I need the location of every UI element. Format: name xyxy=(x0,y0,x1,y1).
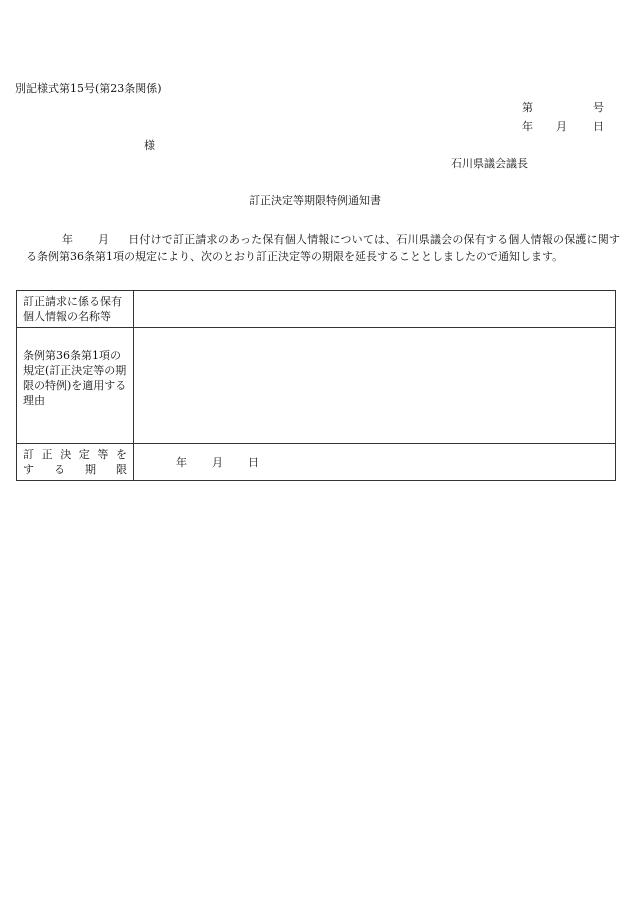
document-number-prefix: 第 xyxy=(522,101,533,114)
deadline-label xyxy=(17,444,134,481)
personal-info-name-value xyxy=(134,291,616,328)
personal-info-name-label: 訂正請求に係る保有個人情報の名称等 xyxy=(17,291,134,328)
notice-body xyxy=(26,231,620,265)
deadline-day: 日 xyxy=(248,456,259,469)
issue-date-month: 月 xyxy=(556,120,567,133)
deadline-label-line-1: 訂 正 決 定 等 を xyxy=(23,448,127,461)
body-date-month: 月 xyxy=(98,233,109,246)
form-number: 別記様式第15号(第23条関係) xyxy=(15,82,162,95)
deadline-value xyxy=(134,444,616,481)
table-row xyxy=(17,328,616,444)
document-number-suffix: 号 xyxy=(593,101,604,114)
extension-reason-label: 条例第36条第1項の規定(訂正決定等の期限の特例)を適用する理由 xyxy=(17,328,134,444)
issue-date-day: 日 xyxy=(593,120,604,133)
document-title: 訂正決定等期限特例通知書 xyxy=(249,194,381,207)
body-date-year: 年 xyxy=(62,233,73,246)
table-row xyxy=(17,291,616,328)
issue-date-year: 年 xyxy=(522,120,533,133)
sender-name: 石川県議会議長 xyxy=(451,157,528,170)
body-text: 日付けで訂正請求のあった保有個人情報については、石川県議会の保有する個人情報の保護に関する条例第36条第1項の規定により、次のとおり訂正決定等の期限を延長することとしましたので通知します。 xyxy=(26,233,620,263)
notice-details-table xyxy=(16,290,616,481)
deadline-year: 年 xyxy=(176,456,187,469)
deadline-date xyxy=(140,447,609,470)
deadline-month: 月 xyxy=(212,456,223,469)
table-row xyxy=(17,444,616,481)
extension-reason-value xyxy=(134,328,616,444)
addressee-honorific: 様 xyxy=(144,139,155,152)
deadline-label-line-2: す る 期 限 xyxy=(23,463,127,476)
